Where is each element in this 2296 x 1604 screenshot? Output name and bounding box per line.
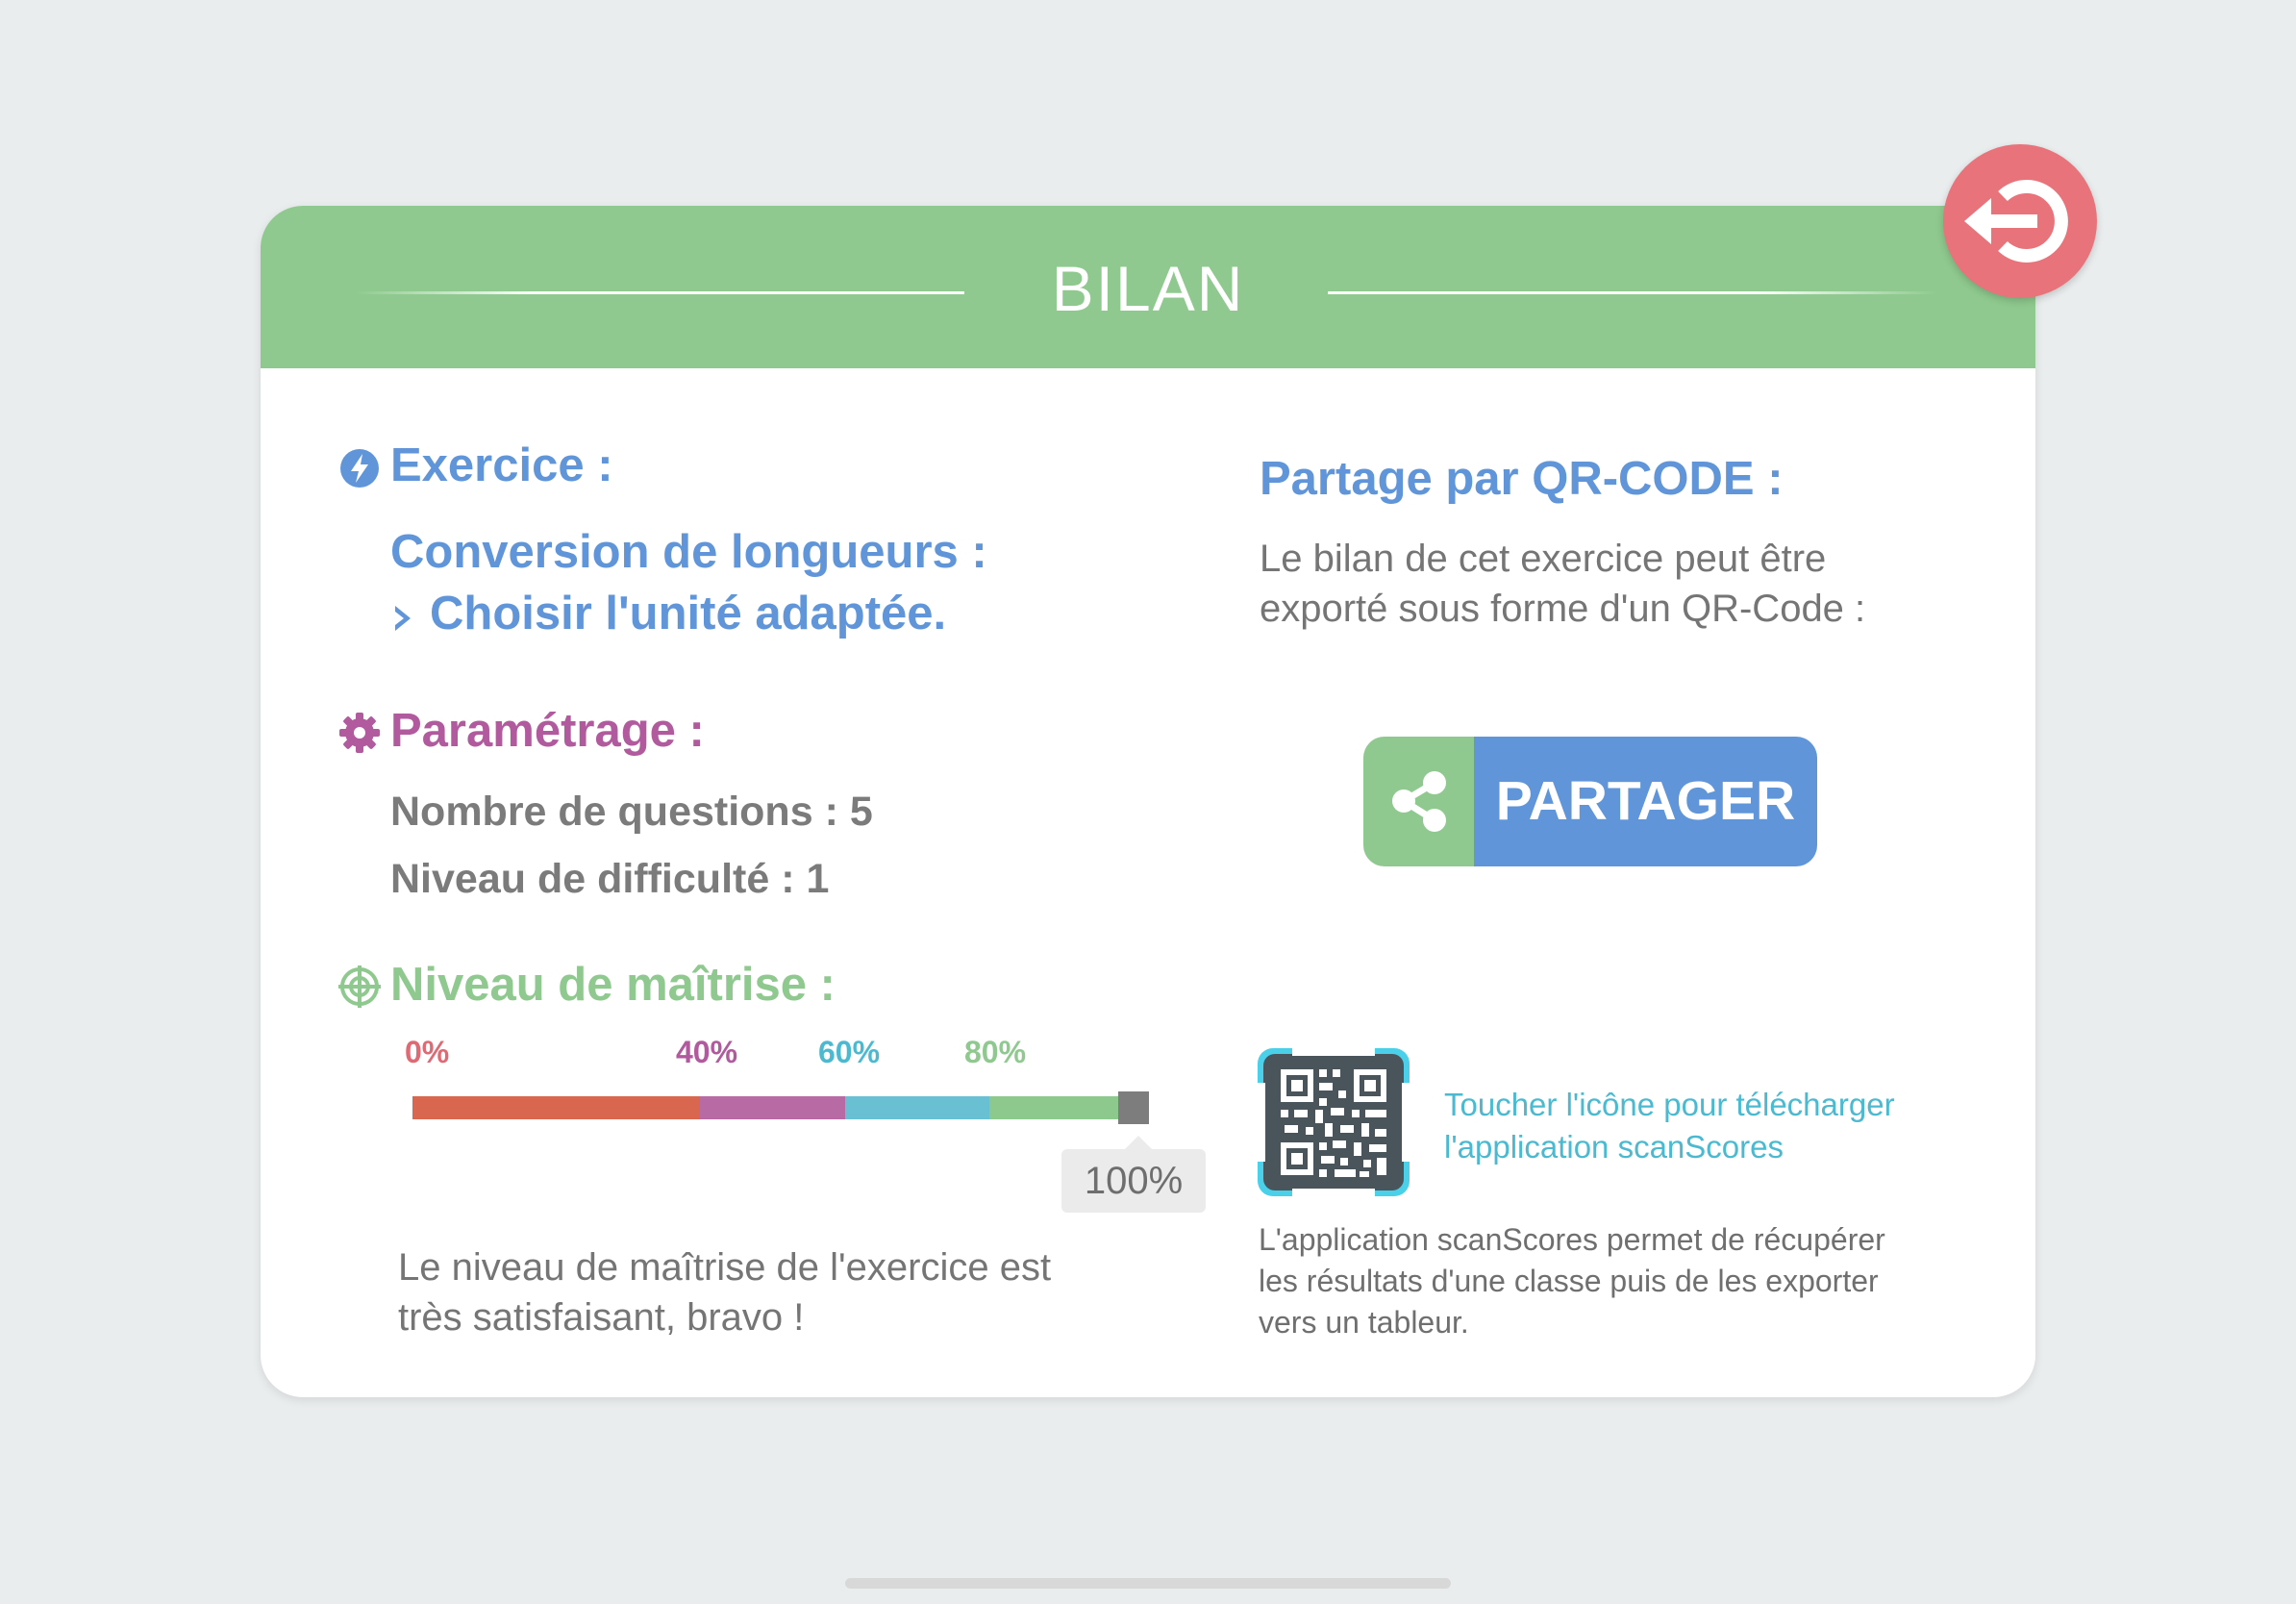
chevron-right-icon bbox=[392, 604, 413, 633]
question-count: Nombre de questions : 5 bbox=[390, 789, 873, 835]
app-info-line3: vers un tableur. bbox=[1259, 1305, 1469, 1340]
scale-label-60: 60% bbox=[818, 1035, 881, 1069]
home-indicator[interactable] bbox=[845, 1578, 1451, 1589]
mastery-message-line2: très satisfaisant, bravo ! bbox=[398, 1296, 805, 1339]
app-download-hint-line2[interactable]: l'application scanScores bbox=[1444, 1129, 1784, 1165]
mastery-marker bbox=[1118, 1091, 1149, 1124]
back-arrow-icon bbox=[1943, 144, 2097, 298]
difficulty-level: Niveau de difficulté : 1 bbox=[390, 856, 830, 902]
exercise-title: Conversion de longueurs : bbox=[390, 526, 987, 578]
scale-label-40: 40% bbox=[676, 1035, 738, 1069]
app-info-line2: les résultats d'une classe puis de les exporter bbox=[1259, 1264, 1879, 1298]
app-download-hint-line1[interactable]: Toucher l'icône pour télécharger bbox=[1444, 1087, 1895, 1122]
mastery-bar-cyan bbox=[845, 1096, 989, 1119]
value-bubble-tip bbox=[1125, 1136, 1152, 1149]
page-title: BILAN bbox=[1051, 253, 1245, 324]
header-divider-right bbox=[1328, 291, 1937, 294]
share-icon bbox=[1363, 737, 1474, 866]
app-info-line1: L'application scanScores permet de récupérer bbox=[1259, 1222, 1885, 1257]
mastery-value-bubble: 100% bbox=[1061, 1149, 1206, 1213]
settings-heading: Paramétrage : bbox=[390, 705, 705, 757]
share-button-label: PARTAGER bbox=[1474, 737, 1817, 866]
mastery-message-line1: Le niveau de maîtrise de l'exercice est bbox=[398, 1246, 1052, 1289]
scale-label-0: 0% bbox=[405, 1035, 450, 1069]
lightning-icon bbox=[339, 448, 380, 489]
scale-label-80: 80% bbox=[964, 1035, 1027, 1069]
share-icon-box bbox=[1363, 737, 1474, 866]
share-button[interactable] bbox=[1363, 737, 1817, 866]
card-header bbox=[261, 206, 2035, 368]
qr-code-icon[interactable] bbox=[1258, 1048, 1410, 1196]
mastery-bar-purple bbox=[700, 1096, 845, 1119]
exercise-heading: Exercice : bbox=[390, 439, 613, 491]
target-icon bbox=[338, 965, 381, 1008]
gear-icon bbox=[338, 712, 381, 754]
mastery-bar-green bbox=[989, 1096, 1134, 1119]
back-button[interactable] bbox=[1943, 144, 2097, 298]
mastery-bar-red bbox=[412, 1096, 700, 1119]
mastery-heading: Niveau de maîtrise : bbox=[390, 959, 836, 1011]
share-description-line2: exporté sous forme d'un QR-Code : bbox=[1260, 588, 1866, 630]
exercise-subtitle: Choisir l'unité adaptée. bbox=[430, 588, 947, 639]
share-description-line1: Le bilan de cet exercice peut être bbox=[1260, 538, 1827, 580]
share-heading: Partage par QR-CODE : bbox=[1260, 453, 1784, 505]
